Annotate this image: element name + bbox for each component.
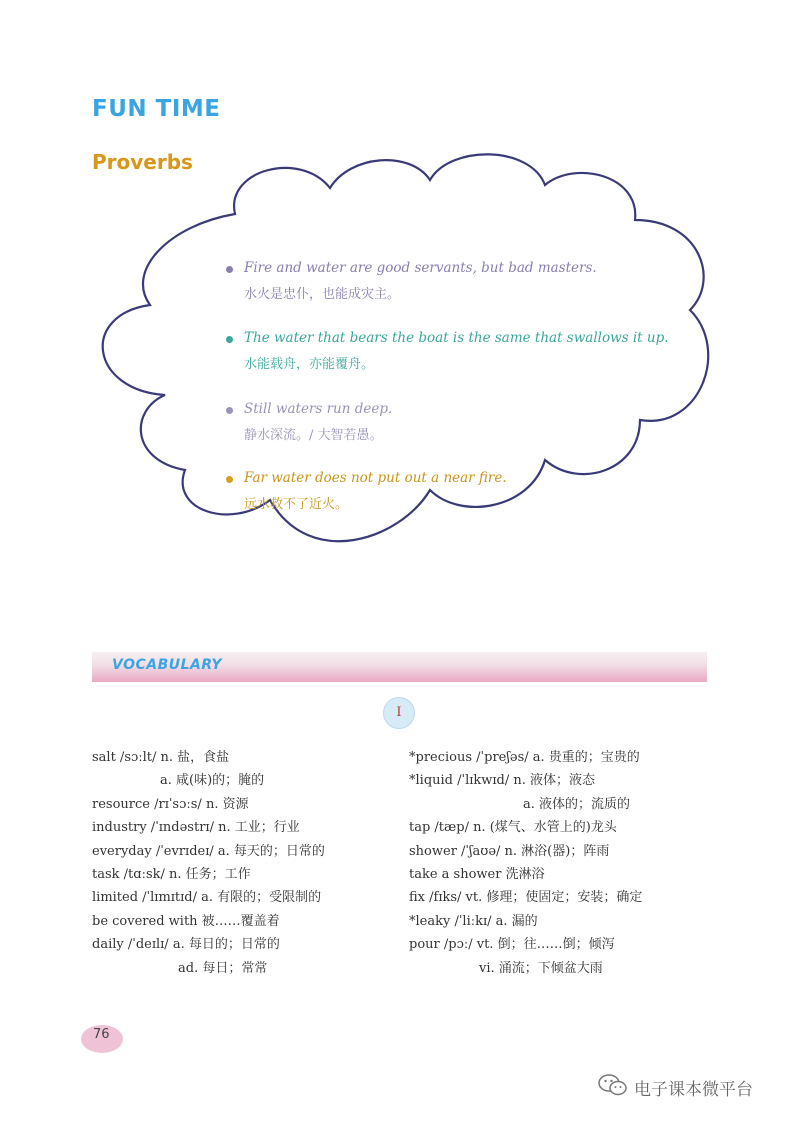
watermark-text: 电子课本微平台 — [634, 1080, 753, 1100]
bullet-dot — [226, 336, 233, 343]
vocabulary-left-column — [92, 746, 325, 980]
bullet-dot — [226, 476, 233, 483]
vocabulary-heading: VOCABULARY — [112, 657, 223, 673]
vocab-entry: task /tɑːsk/ n. 任务；工作 — [92, 866, 251, 882]
proverb-chinese: 水能载舟，亦能覆舟。 — [244, 357, 375, 372]
vocab-entry: be covered with 被……覆盖着 — [92, 913, 280, 929]
vocab-entry: salt /sɔːlt/ n. 盐，食盐 — [92, 750, 230, 765]
vocab-entry: industry /ˈɪndəstrɪ/ n. 工业；行业 — [92, 820, 300, 836]
vocab-entry: ad. 每日；常常 — [178, 960, 268, 976]
bullet-dot — [226, 266, 233, 273]
wechat-icon — [597, 1073, 629, 1097]
vocab-entry: *leaky /ˈliːkɪ/ a. 漏的 — [409, 913, 538, 929]
vocab-entry: limited /ˈlɪmɪtɪd/ a. 有限的；受限制的 — [92, 890, 322, 906]
section-badge: I — [383, 697, 415, 729]
vocab-entry: *precious /ˈpreʃəs/ a. 贵重的；宝贵的 — [409, 750, 640, 765]
vocab-entry: vi. 涌流；下倾盆大雨 — [479, 960, 603, 976]
vocab-entry: tap /tæp/ n. (煤气、水管上的)龙头 — [409, 820, 617, 836]
vocab-entry: pour /pɔː/ vt. 倒；往……倒；倾泻 — [409, 937, 615, 953]
bullet-dot — [226, 407, 233, 414]
vocab-entry: *liquid /ˈlɪkwɪd/ n. 液体；液态 — [409, 773, 596, 789]
vocab-entry: a. 咸(味)的；腌的 — [160, 773, 265, 789]
proverb-chinese: 远水救不了近火。 — [244, 497, 349, 512]
vocabulary-right-column — [409, 746, 642, 980]
vocab-entry: everyday /ˈevrɪdeɪ/ a. 每天的；日常的 — [92, 843, 325, 859]
vocab-entry: fix /fɪks/ vt. 修理；使固定；安装；确定 — [409, 890, 643, 906]
proverbs-heading: Proverbs — [92, 150, 193, 174]
page-number: 76 — [93, 1027, 110, 1042]
proverb-chinese: 水火是忠仆，也能成灾主。 — [244, 287, 401, 302]
proverb-english: The water that bears the boat is the same that swallows it up. — [244, 330, 669, 346]
vocab-entry: resource /rɪˈsɔːs/ n. 资源 — [92, 796, 249, 812]
vocab-entry: take a shower 洗淋浴 — [409, 866, 545, 882]
fun-time-heading: FUN TIME — [92, 96, 221, 122]
vocab-entry: a. 液体的；流质的 — [523, 796, 631, 812]
proverb-chinese: 静水深流。/ 大智若愚。 — [244, 428, 383, 443]
vocab-entry: shower /ˈʃaʊə/ n. 淋浴(器)；阵雨 — [409, 843, 610, 859]
proverb-english: Far water does not put out a near fire. — [244, 470, 507, 486]
proverb-english: Still waters run deep. — [244, 401, 393, 417]
proverb-english: Fire and water are good servants, but bad masters. — [244, 260, 597, 276]
vocab-entry: daily /ˈdeɪlɪ/ a. 每日的；日常的 — [92, 937, 280, 953]
